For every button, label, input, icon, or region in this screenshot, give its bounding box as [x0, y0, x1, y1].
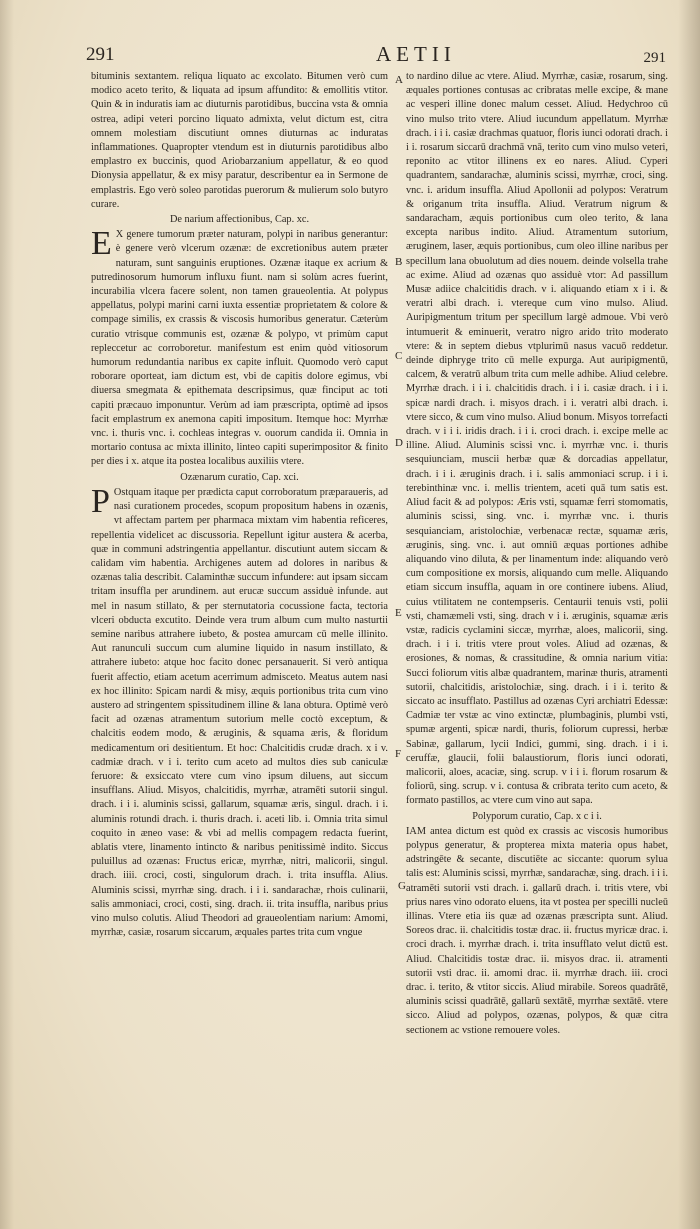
left-paragraph-1: bituminis sextantem. reliqua liquato ac excolato. Bitumen verò cum modico aceto terito, & liquata ad ipsum affundito: & emollitis vtitor. Quin & in induratis iam ac diuturnis parotidibus, buccina vsta & omnia ostrea, adipi veteri porcino liquato admixta, velut dictum est, citra omnem molestiam discutiunt omnes diuturnas ac induratas inflammationes. Quapropter vtendum est in diuturnis parotidibus albo emplastro ex buccinis, quod Ariobarzanium appellatur, & eo quod Dionysia appellatur, & ex misy paratur, describentur ea in Sermone de emplastris. Ego verò soleo parotidas puerorum & mulierum solo butyro curare.: [91, 71, 388, 210]
running-head: AETII: [376, 42, 456, 66]
page-header: [86, 42, 666, 68]
chapter-heading-xc: De narium affectionibus, Cap. xc.: [169, 214, 310, 226]
page-number: 291: [86, 44, 115, 65]
margin-marker-e: E: [395, 607, 402, 619]
page-gutter-shadow-left: [0, 0, 14, 1229]
left-paragraph-3: [91, 482, 388, 941]
page-edge-shadow-right: [678, 0, 700, 1229]
corner-page-number: 291: [643, 50, 666, 66]
chapter-heading-xci: Ozænarum curatio, Cap. xci.: [180, 471, 299, 483]
left-text-column: [91, 70, 388, 1180]
right-paragraph-1: to nardino dilue ac vtere. Aliud. Myrrhæ, casiæ, rosarum, sing. æquales portiones contusas ac cribratas melle excipe, & mane ac vesperi illine donec malum cesset. Aliud. Hedychroo cū vino mulso trito vtere. Aliud iucundum appellatum. Myrrhæ drach. i i i. casiæ drachmas quatuor, floris iunci odorati drach. i i i. rosarum siccarū drachmā vnā, terito cum vino mulso veteri, reponito ac vtitor illinens ex eo nares. Aliud. Cyperi quadrantem, sandarachæ, aluminis scissi, myrrhæ, croci, sing. vnc. i. aridum insuffla. Aliud Apollonii ad polypos: Veratrum & origanum trita insuffla. Aliud. Veratrum nigrum & sandaracham, æquis portionibus cum oleo terito, & lana excepta naribus indito. Aliud. Atramentum sutorium, æruginem, laser, æquis portionibus, cum oleo illine naribus per specillum lana obuolutum ad dies nouem. deinde volsella trahe ac exime. Aliud ad ozænas quo assiduè vtor: Ad passillum Musæ adiice chalcitidis drach. v i. aliquando etiam x i i. & veratri albi drach. i. vtereque cum vino mulso. Aliud. Auripigmentum tritum per specillum largè admoue. Vbi verò intumuerit & eminuerit, veratro nigro arido trito moderato vtere: & in septem diebus vtplurimū nasus vacuō reddetur. deinde diphryge trito cū melle expurga. Aut auripigmentū, calcem, & veratrū album trita cum melle adhibe. Aliud celebre. Myrrhæ drach. i i i. chalcitidis drach. i i i. casiæ drach. i i i. spicæ nardi drach. i. misyos drach. i i. veratri albi drach. i. vtere sicco, & cum vino mulso. Aliud bonum. Misyos torrefacti drach. v i i i. iridis drach. i i i. croci drach. i. excipe melle ac illine. Aliud. Aluminis scissi vnc. i. myrrhæ vnc. i. thuris sesquiunciam, muscii herbæ quæ & dorcadias appellatur, drach. i i i. æruginis drach. i i. salis ammoniaci scrup. i i i. terebinthinæ vnc. i. mellis trientem, aceti quā tum satis est. Aliud facit & ad polypos: Æris vsti, squamæ ferri stomomatis, aluminis scissi, sing. vnc. i. myrrhæ vnc. i. thuris sesquianciam, aristolochiæ, verbenacæ rectæ, squamæ æris, æruginis, sing. vnc. i. aut omniū æquas portiones adhibe aliquando vino diluta, & per linamentum inde: aliquando verò cum compositione ex morsis, aliquando cum melle. Aliquando etiam siccum insuffla, aquam in ore continere iubens. Aliud, cuius vtilitatem ne contempseris. Centaurii tenuis vsti, polii vsti, chamæmeli vsti, sing. drach v i i. æruginis, squamæ æris vstæ, radicis cyclamini siccæ, myrrhæ, aloes, malicorii, sing. drach. i i i. tritis vtere prout voles. Aliud ad ozænas, & erosiones, & nomas, & crassitudine, & omnia narium vitia: Succi foliorum vitis albæ quadrantem, marinæ thuris, atramenti sutorii, chalcitidis, aristolochiæ, sing. drach. i i i. terito & siccato ac insufflato. Pastillus ad ozænas Cyri archiatri Edessæ: Cadmiæ ter vstæ ac vino extinctæ, plumbaginis, plumbi vsti, spumæ argenti, spicæ nardi, thuris, foliorum cupressi, herbæ Sabinæ, gallarum, lycii Indici, gummi, sing. drach. i i i. ceruffæ, glaucii, folii balaustiorum, floris iunci odorati, malicorii, aloes, acaciæ, sing. scrup. v i i i. florum rosarum & foliorū, sing. scrup. v i. contusa & cribrata terito cum aceto, & formato pastillos, ac vtere cum vino aut sapa.: [406, 71, 668, 807]
margin-marker-d: D: [395, 437, 403, 449]
left-paragraph-2-text: X genere tumorum præter naturam, polypi in naribus generantur: è genere verò vlcerum ozænæ: de excretionibus autem præter naturam, sunt sanguinis eruptiones. Ozænæ itaque ex acrium & putredinosorum humorum influxu fiunt. nam si solùm acres fuerint, incurabilia vlcera facere solent, non tamen graueolentia. At polypus appellatus, polypi marini carni iuxta essentiæ proprietatem & colore & compage similis, ex crassis & viscosis humoribus generatur. Cæterùm curatio vtrisque communis est, ozænæ & polypo, vt primùm caput repleccetur ac corroboretur. manifestum est enim quòd vitiosorum humorum redundantia naribus ex capite influit. Quomodo verò caput roborare oporteat, iam dictum est, vbi de capitis dolore egimus, vbi diuersa smegmata & epithemata descripsimus, quæ finciput ac toti capiti præcauo imponuntur. Verùm ad iam præscripta, optimè ad ipsos facit emplastrum ex anemona capiti impositum. Itemque hoc: Myrrhæ vnc. i. thuris vnc. i. cochleas integras v. ouorum candida ii. Omnia in mortario contusa ac mixta illinito, linteo capiti superimpositor & finito per dies i x. atque ita postea localibus auxiliis vtere.: [91, 229, 388, 468]
chapter-heading-xcii: Polyporum curatio, Cap. x c i i.: [472, 810, 602, 822]
margin-marker-g: G: [398, 880, 406, 892]
drop-cap-p: P: [91, 482, 110, 520]
right-paragraph-2: IAM antea dictum est quòd ex crassis ac viscosis humoribus polypus generatur, & propterea mixta materia opus habet, adstringēte & secante, discutiēte ac siccante: quorum sylua talis est: Aluminis scissi, myrrhæ, sandarachæ, sing. drach. i i i. atramēti sutorii vsti drach. i. gallarū drach. i. tritis vtere, vbi prius nares vino odorato eluens, ita vt postea per specilli nucleū illinas. Vtere etia iis quæ ad ozænas præscripta sunt. Aliud. Soreos drac. ii. chalcitidis tostæ drac. ii. fructus myricæ drac. i. croci drach. i. myrrhæ drach. i. trita insufflato velut dictū est. Aliud. Chalcitidis tostæ drac. ii. misyos drac. ii. atramenti sutorii vsti drac. ii. amomi drac. ii. myrrhæ drach. iii. croci drac. i. terito, & vtitor siccis. Aliud mirabile. Soreos quadrātē, aluminis scissi quadrātē, gallarū sextātē, myrrhæ sextātē. vtere sicco. Aliud ad polypos, ozænas, polypos, & quæ citra sectionem ac vstione remouere voles.: [406, 825, 668, 1036]
margin-marker-a: A: [395, 74, 403, 86]
drop-cap-e: E: [91, 225, 112, 263]
margin-marker-b: B: [395, 256, 403, 268]
margin-marker-f: F: [395, 748, 402, 760]
margin-marker-c: C: [395, 350, 403, 362]
right-text-column: [406, 70, 668, 1180]
left-paragraph-3-text: Ostquam itaque per prædicta caput corroboratum præparaueris, ad nasi curationem procedes, scopum propositum habens in ozænis, vt affectam partem per pharmaca mixtam vim habentia reficeres, repellentia videlicet ac discussoria. Repellunt igitur austera & acerba, quæ in communi adstringentia appellantur. discutiunt autem siccam & calidam vim habentia. Archigenes autem ad dolores in naribus & ozænas talia describit. Calaminthæ succum infundere: aut ipsam siccam tritam insuffla per arundinem. aut erucæ succum assiduè infunde. aut mel in nasum stillato, & per sternutatoria cocussione facta, tectoria vlceri obducta excutito. Deinde vera trum album cum multo nasturtii semine naribus attrahere iubeto, & postea amurcam cū melle illinito. Aut ranunculi succum cum alumine liquido in nasum instillato, & attrahere iubeto: atque hoc facito donec persanauerit. Si verò antiqua fuerit affectio, etiam acetum acerrimum admisceto. Meatus autem nasi ex hoc illinito: Spicam nardi & misy, æquis portionibus trita cum vino austero ad stringentem spissitudinem illine & lana obtura. Optimè verò facit ad ozænas atramentum sutorium melle coctò exceptum, & chalcitis eodem modo, & æruginis, & squama æris, & floridum medicamentum ori desitientum. Et hoc: Chalcitidis crudæ drach. x i v. cadmiæ drach. v i i. terito cum aceto ad multos dies sub caniculæ feruore: & exsiccato vtere cum vino ipsum diluens, aut siccum insufflans. Aliud. Misyos, chalcitidis, myrrhæ, atramēti sutorii singul. drach. i i i. aluminis scissi, gallarum, squamæ æris, singul. drach. i i. aluminis rotundi drach. i. thuris drach. i. aceti lib. i. Omnia trita simul coquito in æneo vase: & vbi ad mellis compagem redacta fuerint, ablatis vtere, linamento intincto & naribus penitissimè indito. Siccus puluillus ad ozænas: Fructus ericæ, myrrhæ, nitri, malicorii, singul. drach. iiii. croci, costi, singulorum drach. i. trita insuffla. Alius. Aluminis scissi, myrrhæ sing. drach. i i i. sandarachæ, rhois culinarii, salis ammoniaci, croci, costi, sing. drach. ii. trita insuffla, naribus prius vino mulso colutis. Aliud Theodori ad graueolentiam narium: Amomi, myrrhæ, casiæ, rosarum siccarum, æquales partes trita cum vngue: [91, 486, 388, 939]
left-paragraph-2: [91, 225, 388, 469]
